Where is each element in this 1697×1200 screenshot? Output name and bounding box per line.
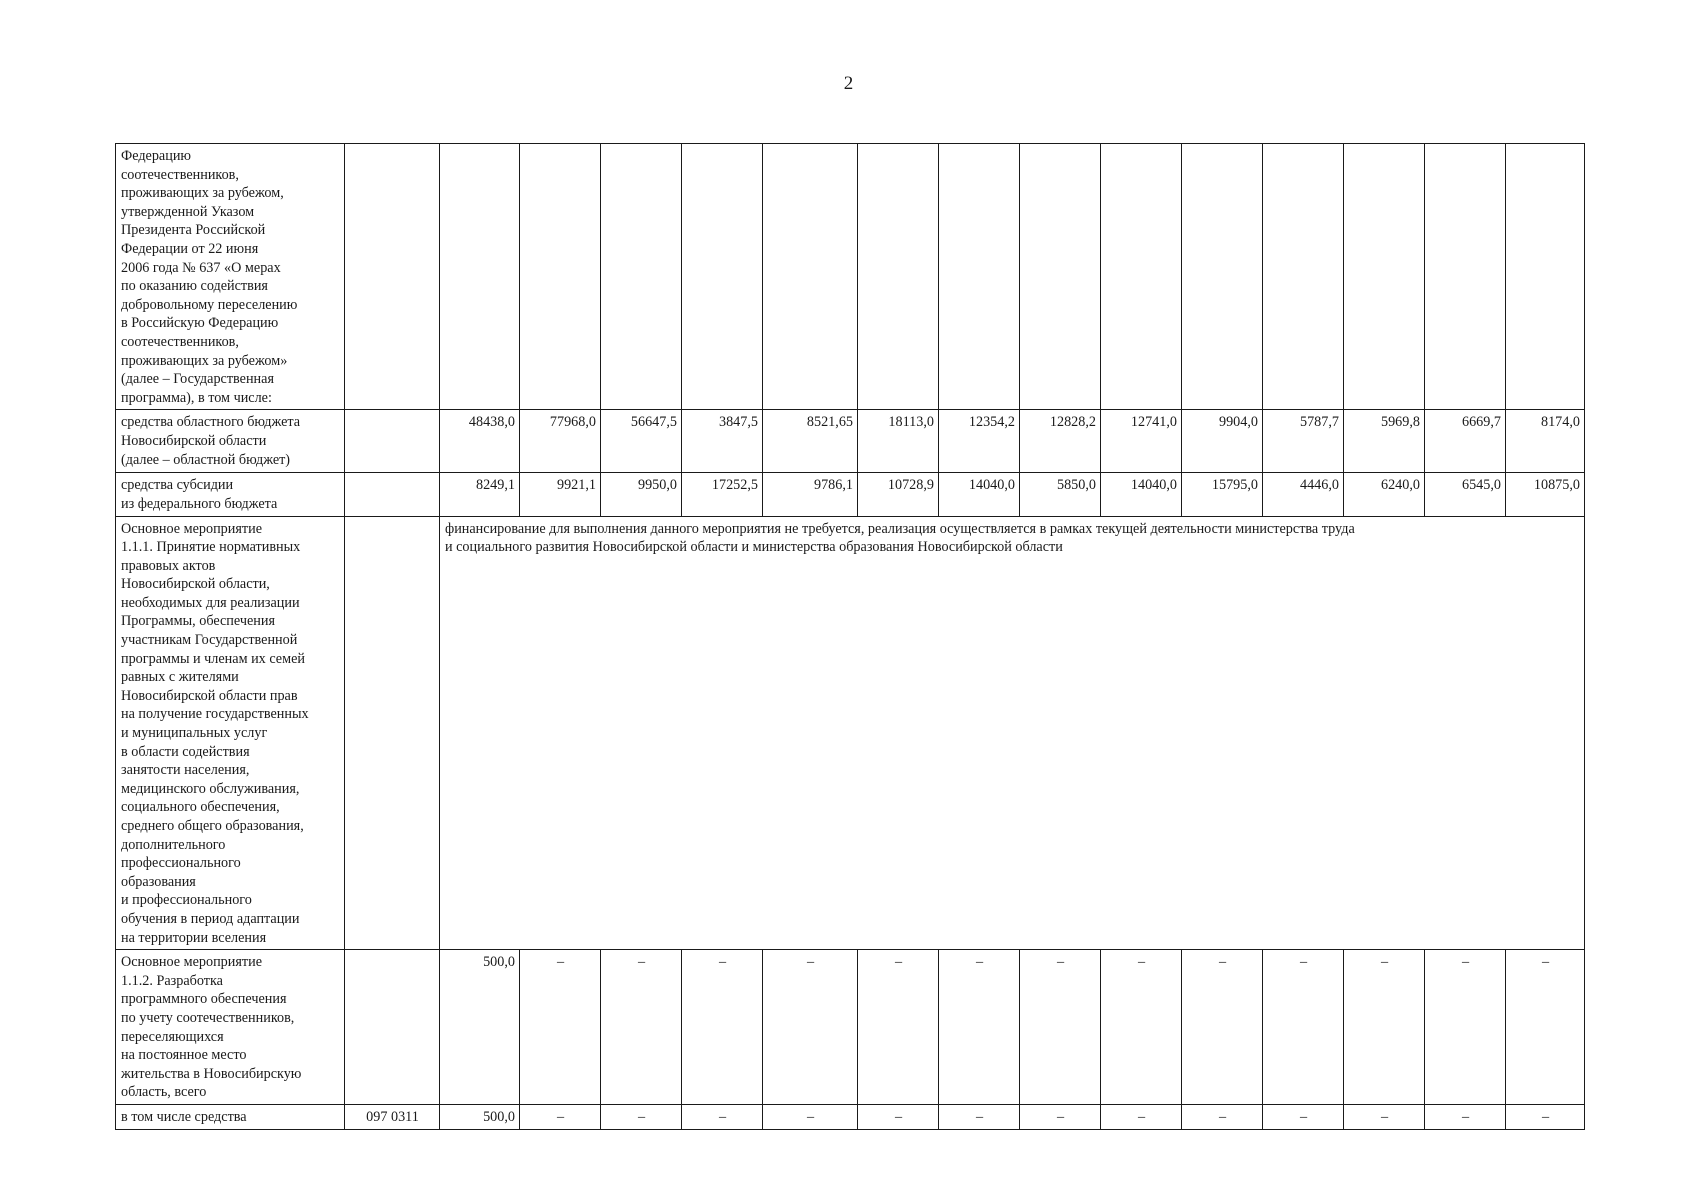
row-label: в том числе средства [116, 1105, 345, 1130]
row-label: Федерацию соотечественников, проживающих за рубежом, утвержденной Указом Президента Российской Федерации от 22 июня 2006 года № 637 «О мерах по оказанию содействия добровольному переселению в Российскую Федерацию соотечественников, проживающих за рубежом» (далее – Государственная программа), в том числе: [116, 144, 345, 410]
page-number: 2 [843, 73, 854, 94]
value-cell: – [1101, 1105, 1182, 1130]
value-cell: – [763, 1105, 858, 1130]
value-cell: – [1020, 1105, 1101, 1130]
value-cell: 17252,5 [682, 473, 763, 516]
funding-note: финансирование для выполнения данного мероприятия не требуется, реализация осуществляется в рамках текущей деятельности министерства труда и социального развития Новосибирской области и министерства образования Новосибирской области [440, 516, 1585, 950]
row-label: средства субсидии из федерального бюджета [116, 473, 345, 516]
value-cell: 9921,1 [520, 473, 601, 516]
value-cell: 15795,0 [1182, 473, 1263, 516]
value-cell: – [1182, 1105, 1263, 1130]
value-cell: 12828,2 [1020, 410, 1101, 473]
budget-code [345, 950, 440, 1105]
value-cell: 9904,0 [1182, 410, 1263, 473]
row-label: Основное мероприятие 1.1.2. Разработка программного обеспечения по учету соотечественников, переселяющихся на постоянное место жительства в Новосибирскую область, всего [116, 950, 345, 1105]
table-row [116, 410, 1585, 473]
value-cell: – [1263, 950, 1344, 1105]
value-cell: – [858, 950, 939, 1105]
budget-code [345, 473, 440, 516]
value-cell: 10728,9 [858, 473, 939, 516]
value-cell: 77968,0 [520, 410, 601, 473]
table-row [116, 473, 1585, 516]
value-cell: 5787,7 [1263, 410, 1344, 473]
budget-code [345, 144, 440, 410]
value-cell: 8174,0 [1506, 410, 1585, 473]
value-cell: – [520, 1105, 601, 1130]
table-row [116, 1105, 1585, 1130]
budget-code: 097 0311 [345, 1105, 440, 1130]
value-cell: – [1506, 950, 1585, 1105]
row-label: Основное мероприятие 1.1.1. Принятие нормативных правовых актов Новосибирской области, необходимых для реализации Программы, обеспечения участникам Государственной программы и членам их семей равных с жителями Новосибирской области прав на получение государственных и муниципальных услуг в области содействия занятости населения, медицинского обслуживания, социального обеспечения, среднего общего образования, дополнительного профессионального образования и профессионального обучения в период адаптации на территории вселения [116, 516, 345, 950]
value-cell: – [1182, 950, 1263, 1105]
value-cell: – [1020, 950, 1101, 1105]
value-cell: 3847,5 [682, 410, 763, 473]
value-cell: 6669,7 [1425, 410, 1506, 473]
value-cell: 5850,0 [1020, 473, 1101, 516]
value-cell: – [682, 1105, 763, 1130]
value-cell: 9786,1 [763, 473, 858, 516]
value-cell: 14040,0 [939, 473, 1020, 516]
value-cell: 4446,0 [1263, 473, 1344, 516]
value-cell: 12741,0 [1101, 410, 1182, 473]
table-row [116, 144, 1585, 410]
value-cell: 18113,0 [858, 410, 939, 473]
value-cell: – [1425, 1105, 1506, 1130]
value-cell: 12354,2 [939, 410, 1020, 473]
value-cell: – [858, 1105, 939, 1130]
value-cell: – [601, 950, 682, 1105]
value-cell: 14040,0 [1101, 473, 1182, 516]
value-cell: 10875,0 [1506, 473, 1585, 516]
value-cell: – [939, 950, 1020, 1105]
value-cell: 48438,0 [440, 410, 520, 473]
table-row [116, 950, 1585, 1105]
value-cell: – [763, 950, 858, 1105]
value-cell: – [1344, 950, 1425, 1105]
value-cell: 56647,5 [601, 410, 682, 473]
value-cell: – [601, 1105, 682, 1130]
value-cell: 500,0 [440, 1105, 520, 1130]
value-cell: 5969,8 [1344, 410, 1425, 473]
value-cell: – [520, 950, 601, 1105]
value-cell: – [1425, 950, 1506, 1105]
budget-table [115, 143, 1585, 1130]
value-cell: – [1101, 950, 1182, 1105]
value-cell: 500,0 [440, 950, 520, 1105]
row-label: средства областного бюджета Новосибирской области (далее – областной бюджет) [116, 410, 345, 473]
value-cell: 8521,65 [763, 410, 858, 473]
value-cell: – [682, 950, 763, 1105]
value-cell: – [1506, 1105, 1585, 1130]
budget-code [345, 516, 440, 950]
value-cell: – [939, 1105, 1020, 1130]
value-cell: 8249,1 [440, 473, 520, 516]
value-cell: 6545,0 [1425, 473, 1506, 516]
value-cell: – [1263, 1105, 1344, 1130]
value-cell: 9950,0 [601, 473, 682, 516]
value-cell: 6240,0 [1344, 473, 1425, 516]
table-row [116, 516, 1585, 950]
value-cell: – [1344, 1105, 1425, 1130]
budget-code [345, 410, 440, 473]
